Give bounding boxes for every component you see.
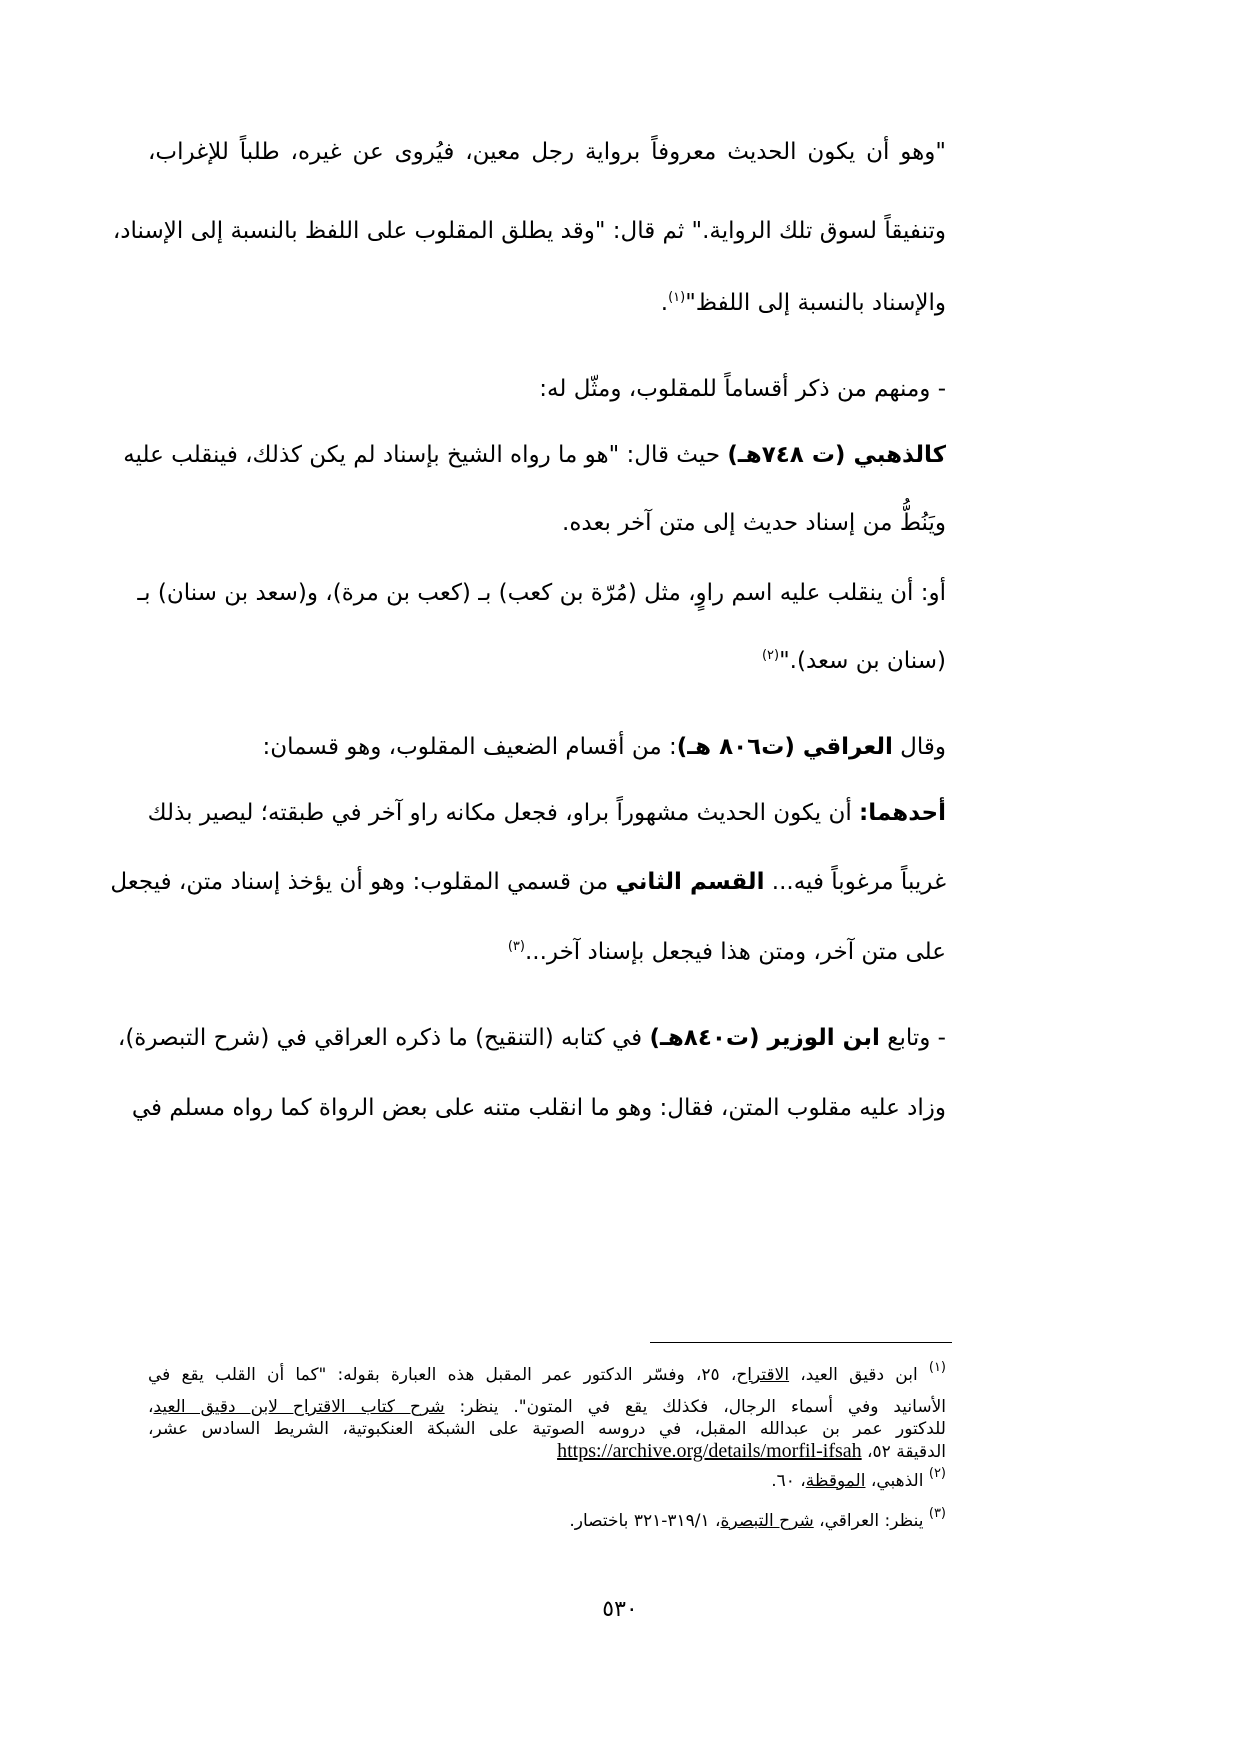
footnote-number-3: (٣) (928, 1506, 946, 1521)
body-text: وقال (892, 734, 946, 760)
footnote-1-line-3: للدكتور عمر بن عبدالله المقبل، في دروسه الصوتية على الشبكة العنكبوتية، الشريط السادس عشر، (148, 1419, 946, 1439)
body-line-7: أو: أن ينقلب عليه اسم راوٍ، مثل (مُرّة بن كعب) بـ (كعب بن مرة)، و(سعد بن سنان) بـ (137, 580, 946, 606)
footnote-3 (148, 1506, 946, 1532)
body-line-12 (148, 937, 946, 967)
page-number: ٥٣٠ (602, 1597, 638, 1622)
book-title-sharh-tabsira: شرح التبصرة (720, 1511, 814, 1531)
body-text: (سنان بن سعد)." (779, 648, 946, 674)
footnote-1-line-1 (148, 1360, 946, 1386)
body-line-10 (148, 798, 946, 828)
book-title-muqiza: الموقظة (805, 1471, 866, 1491)
section-label-first: أحدهما: (859, 800, 946, 826)
body-text: أن يكون الحديث مشهوراً براو، فجعل مكانه راو آخر في طبقته؛ ليصير بذلك (147, 800, 860, 826)
body-text: غريباً مرغوباً فيه... (764, 869, 946, 895)
footnote-number-2: (٢) (928, 1466, 946, 1481)
body-line-9 (148, 732, 946, 762)
footnote-ref-1[interactable]: (١) (668, 290, 686, 305)
book-title-iqtirah: الاقتراح (736, 1365, 790, 1385)
footnote-ref-3[interactable]: (٣) (507, 939, 525, 954)
body-line-5 (123, 440, 946, 470)
body-text: على متن آخر، ومتن هذا فيجعل بإسناد آخر... (524, 939, 946, 965)
footnote-1-line-2 (148, 1396, 946, 1418)
section-label-second: القسم الثاني (615, 869, 765, 895)
body-line-11 (110, 867, 946, 897)
body-line-2: وتنفيقاً لسوق تلك الرواية." ثم قال: "وقد يطلق المقلوب على اللفظ بالنسبة إلى الإسناد، (112, 218, 946, 244)
body-line-4: - ومنهم من ذكر أقساماً للمقلوب، ومثّل له: (539, 376, 946, 402)
footnote-text: ، (148, 1397, 154, 1417)
footnote-1-line-4 (148, 1440, 946, 1463)
footnote-ref-2[interactable]: (٢) (761, 648, 780, 663)
footnote-text: ، ٣١٩/١-٣٢١ باختصار. (569, 1511, 721, 1531)
quote-text: والإسناد بالنسبة إلى اللفظ" (685, 290, 946, 316)
punctuation: . (660, 290, 669, 316)
scholar-name-ibn-alwazir: ابن الوزير (ت٨٤٠هـ) (649, 1025, 880, 1051)
archive-link[interactable]: https://archive.org/details/morfil-ifsah (557, 1440, 862, 1462)
footnote-text: ينظر: العراقي، (813, 1511, 929, 1531)
body-text: من قسمي المقلوب: وهو أن يؤخذ إسناد متن، فيجعل (110, 869, 616, 895)
body-line-3 (148, 288, 946, 318)
footnote-text: ، ٦٠. (771, 1471, 806, 1491)
body-text: حيث قال: "هو ما رواه الشيخ بإسناد لم يكن كذلك، فينقلب عليه (123, 442, 728, 468)
footnote-text: الأسانيد وفي أسماء الرجال، فكذلك يقع في المتون". ينظر: (444, 1397, 946, 1417)
footnote-text: ، ٢٥، وفسّر الدكتور عمر المقبل هذه العبارة بقوله: "كما أن القلب يقع في (148, 1365, 737, 1385)
footnote-number-1: (١) (928, 1360, 946, 1375)
body-text: : من أقسام الضعيف المقلوب، وهو قسمان: (262, 734, 677, 760)
body-line-8 (148, 646, 946, 676)
body-line-6: ويَنُطُّ من إسناد حديث إلى متن آخر بعده. (562, 510, 946, 536)
footnote-text: الدقيقة ٥٢، (861, 1442, 946, 1462)
body-line-14: وزاد عليه مقلوب المتن، فقال: وهو ما انقلب متنه على بعض الرواة كما رواه مسلم في (131, 1095, 946, 1121)
body-line-1: "وهو أن يكون الحديث معروفاً برواية رجل معين، فيُروى عن غيره، طلباً للإغراب، (148, 139, 946, 165)
footnote-text: الذهبي، (865, 1471, 929, 1491)
scholar-name-iraqi: العراقي (ت٨٠٦ هـ) (676, 734, 893, 760)
footnote-2 (148, 1466, 946, 1492)
body-text: في كتابه (التنقيح) ما ذكره العراقي في (شرح التبصرة)، (117, 1025, 650, 1051)
book-title-sharh-iqtirah: شرح كتاب الاقتراح لابن دقيق العيد (153, 1397, 445, 1417)
footnote-separator (650, 1342, 952, 1343)
body-line-13 (117, 1023, 946, 1053)
body-text: - وتابع (879, 1025, 946, 1051)
footnote-text: ابن دقيق العيد، (789, 1365, 929, 1385)
scholar-name-dhahabi: كالذهبي (ت ٧٤٨هـ) (727, 442, 946, 468)
